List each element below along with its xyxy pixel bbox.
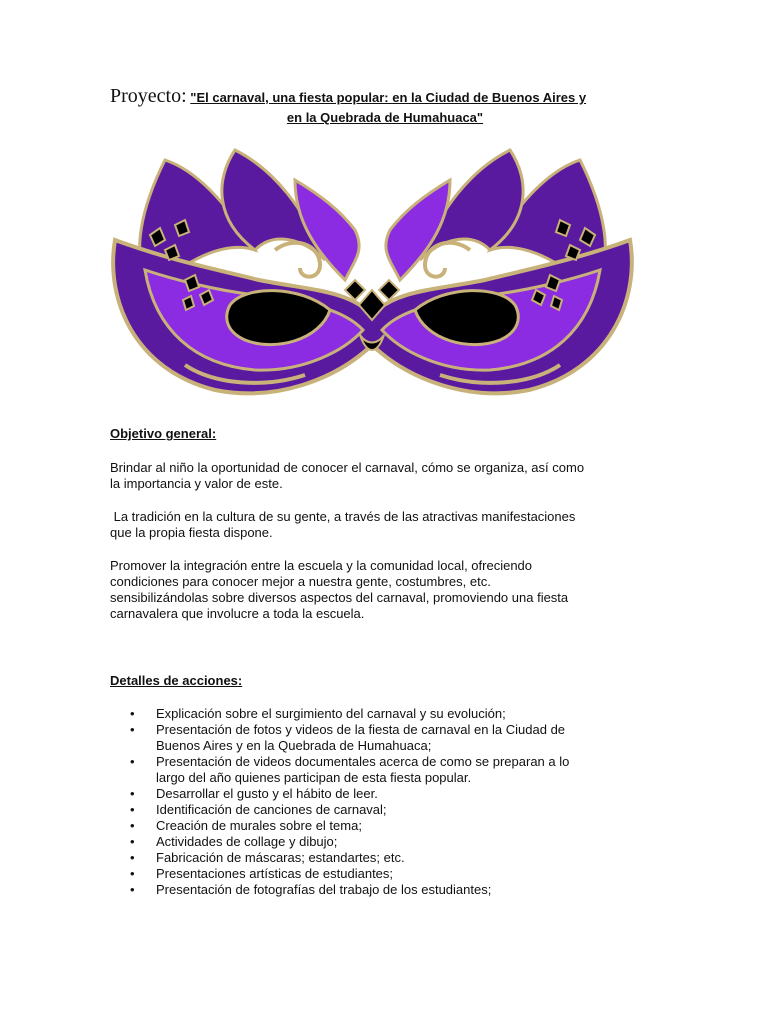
paragraph-line: La tradición en la cultura de su gente, a través de las atractivas manifestaciones	[110, 509, 576, 524]
list-item	[110, 802, 670, 818]
objetivo-paragraph-3	[110, 558, 670, 622]
project-title	[110, 85, 670, 107]
bullet-icon: •	[130, 722, 135, 737]
list-item-text: Presentación de fotografías del trabajo de los estudiantes;	[156, 882, 492, 897]
carnival-mask-image	[105, 140, 640, 410]
paragraph-line: condiciones para conocer mejor a nuestra gente, costumbres, etc.	[110, 574, 491, 589]
list-item-text: Desarrollar el gusto y el hábito de leer.	[156, 786, 378, 801]
list-item	[110, 754, 670, 786]
bullet-icon: •	[130, 754, 135, 769]
bullet-icon: •	[130, 882, 135, 897]
list-item-text: Creación de murales sobre el tema;	[156, 818, 362, 833]
bullet-icon: •	[130, 706, 135, 721]
acciones-heading: Detalles de acciones:	[110, 673, 243, 688]
bullet-icon: •	[130, 834, 135, 849]
list-item	[110, 850, 670, 866]
acciones-list	[110, 706, 670, 898]
list-item	[110, 706, 670, 722]
list-item-text: Presentación de videos documentales acerca de como se preparan a lo	[156, 754, 570, 769]
bullet-icon: •	[130, 802, 135, 817]
paragraph-line: carnavalera que involucre a toda la escuela.	[110, 606, 365, 621]
mask-icon	[105, 140, 640, 410]
list-item	[110, 786, 670, 802]
bullet-icon: •	[130, 866, 135, 881]
paragraph-line: sensibilizándolas sobre diversos aspectos del carnaval, promoviendo una fiesta	[110, 590, 569, 605]
bullet-icon: •	[130, 786, 135, 801]
list-item	[110, 818, 670, 834]
list-item-text: Actividades de collage y dibujo;	[156, 834, 338, 849]
bullet-icon: •	[130, 818, 135, 833]
list-item	[110, 866, 670, 882]
objetivo-heading: Objetivo general:	[110, 426, 217, 441]
paragraph-line: que la propia fiesta dispone.	[110, 525, 273, 540]
list-item-text: Explicación sobre el surgimiento del carnaval y su evolución;	[156, 706, 506, 721]
bullet-icon: •	[130, 850, 135, 865]
list-item-text: largo del año quienes participan de esta fiesta popular.	[156, 770, 472, 785]
list-item-text: Identificación de canciones de carnaval;	[156, 802, 387, 817]
paragraph-line: Brindar al niño la oportunidad de conocer el carnaval, cómo se organiza, así como	[110, 460, 585, 475]
list-item	[110, 722, 670, 754]
list-item-text: Presentación de fotos y videos de la fiesta de carnaval en la Ciudad de	[156, 722, 566, 737]
list-item-text: Buenos Aires y en la Quebrada de Humahuaca;	[156, 738, 432, 753]
title-main-line2: en la Quebrada de Humahuaca"	[286, 110, 484, 125]
paragraph-line: Promover la integración entre la escuela y la comunidad local, ofreciendo	[110, 558, 533, 573]
title-main-line1: "El carnaval, una fiesta popular: en la Ciudad de Buenos Aires y	[190, 90, 587, 105]
list-item	[110, 882, 670, 898]
list-item-text: Fabricación de máscaras; estandartes; etc.	[156, 850, 405, 865]
objetivo-paragraph-1	[110, 460, 670, 492]
list-item	[110, 834, 670, 850]
objetivo-paragraph-2	[110, 509, 670, 541]
title-prefix: Proyecto:	[110, 85, 187, 107]
list-item-text: Presentaciones artísticas de estudiantes;	[156, 866, 394, 881]
paragraph-line: la importancia y valor de este.	[110, 476, 283, 491]
